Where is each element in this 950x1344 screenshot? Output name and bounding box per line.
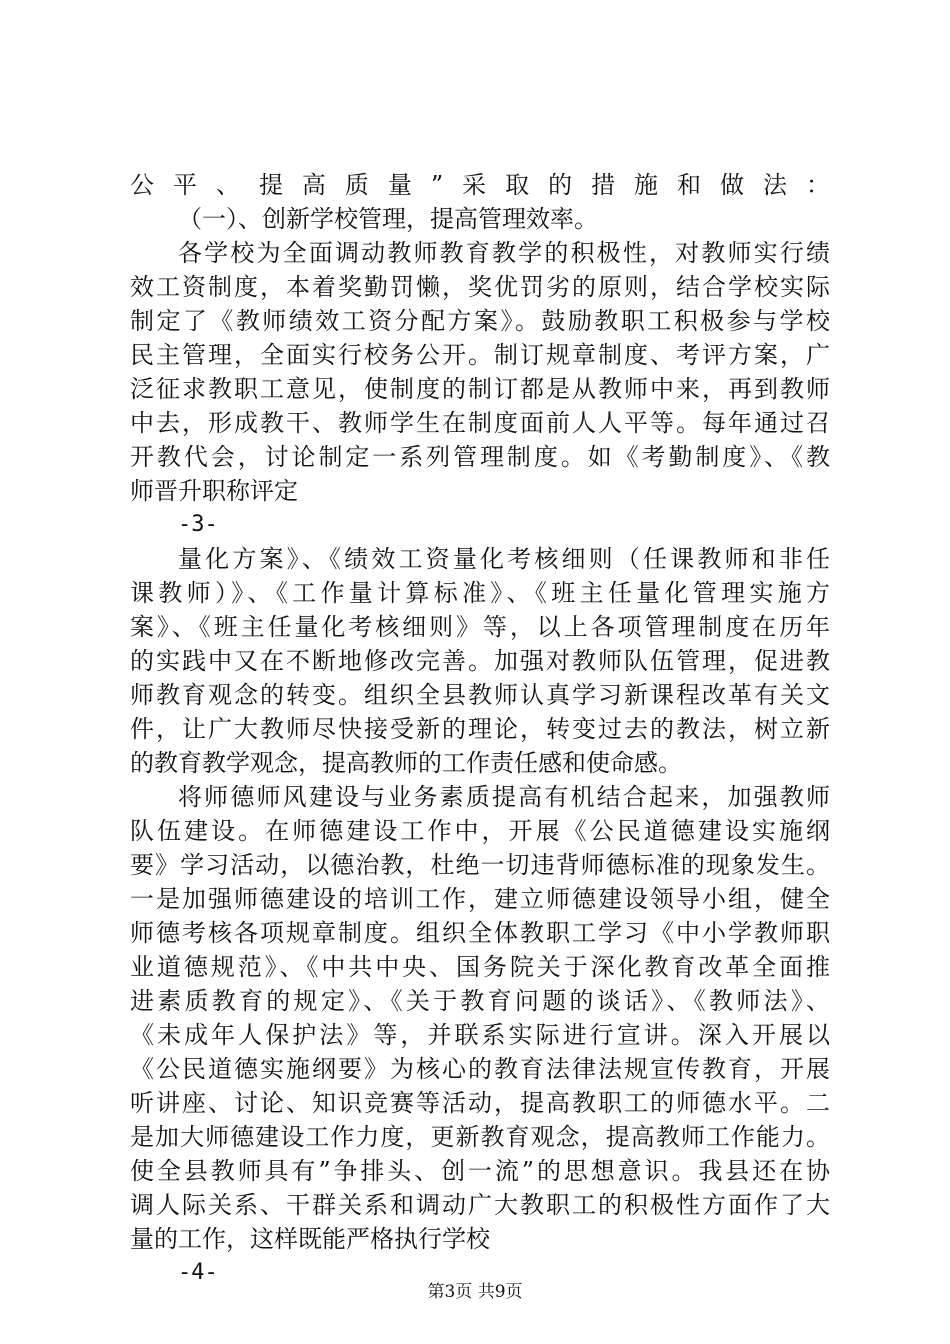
- text-line: 中去，形成教干、教师学生在制度面前人人平等。每年通过召: [130, 409, 830, 437]
- page-marker: -3-: [178, 512, 218, 537]
- section-heading: （一）、创新学校管理，提高管理效率。: [178, 205, 598, 233]
- text-line: 师晋升职称评定: [130, 477, 298, 505]
- text-line: 进素质教育的规定》、《关于教育问题的谈话》、《教师法》、: [130, 987, 830, 1015]
- text-line: 民主管理，全面实行校务公开。制订规章制度、考评方案，广: [130, 341, 830, 369]
- text-line: 开教代会，讨论制定一系列管理制度。如《考勤制度》、《教: [130, 443, 830, 471]
- body-text: [130, 168, 830, 1290]
- text-line: 是加大师德建设工作力度，更新教育观念，提高教师工作能力。: [130, 1123, 830, 1151]
- text-line: 的教育教学观念，提高教师的工作责任感和使命感。: [130, 749, 682, 777]
- text-line: 制定了《教师绩效工资分配方案》。鼓励教职工积极参与学校: [130, 307, 830, 335]
- text-line: 量的工作，这样既能严格执行学校: [130, 1225, 490, 1253]
- text-line: 使全县教师具有”争排头、创一流”的思想意识。我县还在协: [130, 1157, 830, 1185]
- text-line: 效工资制度，本着奖勤罚懒，奖优罚劣的原则，结合学校实际: [130, 273, 830, 301]
- text-line: 调人际关系、干群关系和调动广大教职工的积极性方面作了大: [130, 1191, 830, 1219]
- text-line: 件，让广大教师尽快接受新的理论，转变过去的教法，树立新: [130, 715, 830, 743]
- page-footer: 第3页 共9页: [427, 1282, 523, 1302]
- text-line: 师德考核各项规章制度。组织全体教职工学习《中小学教师职: [130, 919, 830, 947]
- text-line: 泛征求教职工意见，使制度的制订都是从教师中来，再到教师: [130, 375, 830, 403]
- text-line: 案》、《班主任量化考核细则》等，以上各项管理制度在历年: [130, 613, 830, 641]
- text-line: 师教育观念的转变。组织全县教师认真学习新课程改革有关文: [130, 681, 830, 709]
- text-line: 课教师）》、《工作量计算标准》、《班主任量化管理实施方: [130, 579, 830, 607]
- page-marker: -4-: [178, 1260, 218, 1285]
- text-line: 《未成年人保护法》等，并联系实际进行宣讲。深入开展以: [130, 1021, 830, 1049]
- text-line: 一是加强师德建设的培训工作，建立师德建设领导小组，健全: [130, 885, 830, 913]
- text-line: 将师德师风建设与业务素质提高有机结合起来，加强教师: [178, 783, 830, 811]
- text-line: 《公民道德实施纲要》为核心的教育法律法规宣传教育，开展: [130, 1055, 830, 1083]
- text-line: 听讲座、讨论、知识竞赛等活动，提高教职工的师德水平。二: [130, 1089, 830, 1117]
- text-line: 量化方案》、《绩效工资量化考核细则（任课教师和非任: [178, 545, 830, 573]
- text-line: 公平、提高质量”采取的措施和做法：: [130, 171, 830, 199]
- text-line: 队伍建设。在师德建设工作中，开展《公民道德建设实施纲: [130, 817, 830, 845]
- text-line: 要》学习活动，以德治教，杜绝一切违背师德标准的现象发生。: [130, 851, 830, 879]
- text-line: 业道德规范》、《中共中央、国务院关于深化教育改革全面推: [130, 953, 830, 981]
- text-line: 各学校为全面调动教师教育教学的积极性，对教师实行绩: [178, 239, 830, 267]
- text-line: 的实践中又在不断地修改完善。加强对教师队伍管理，促进教: [130, 647, 830, 675]
